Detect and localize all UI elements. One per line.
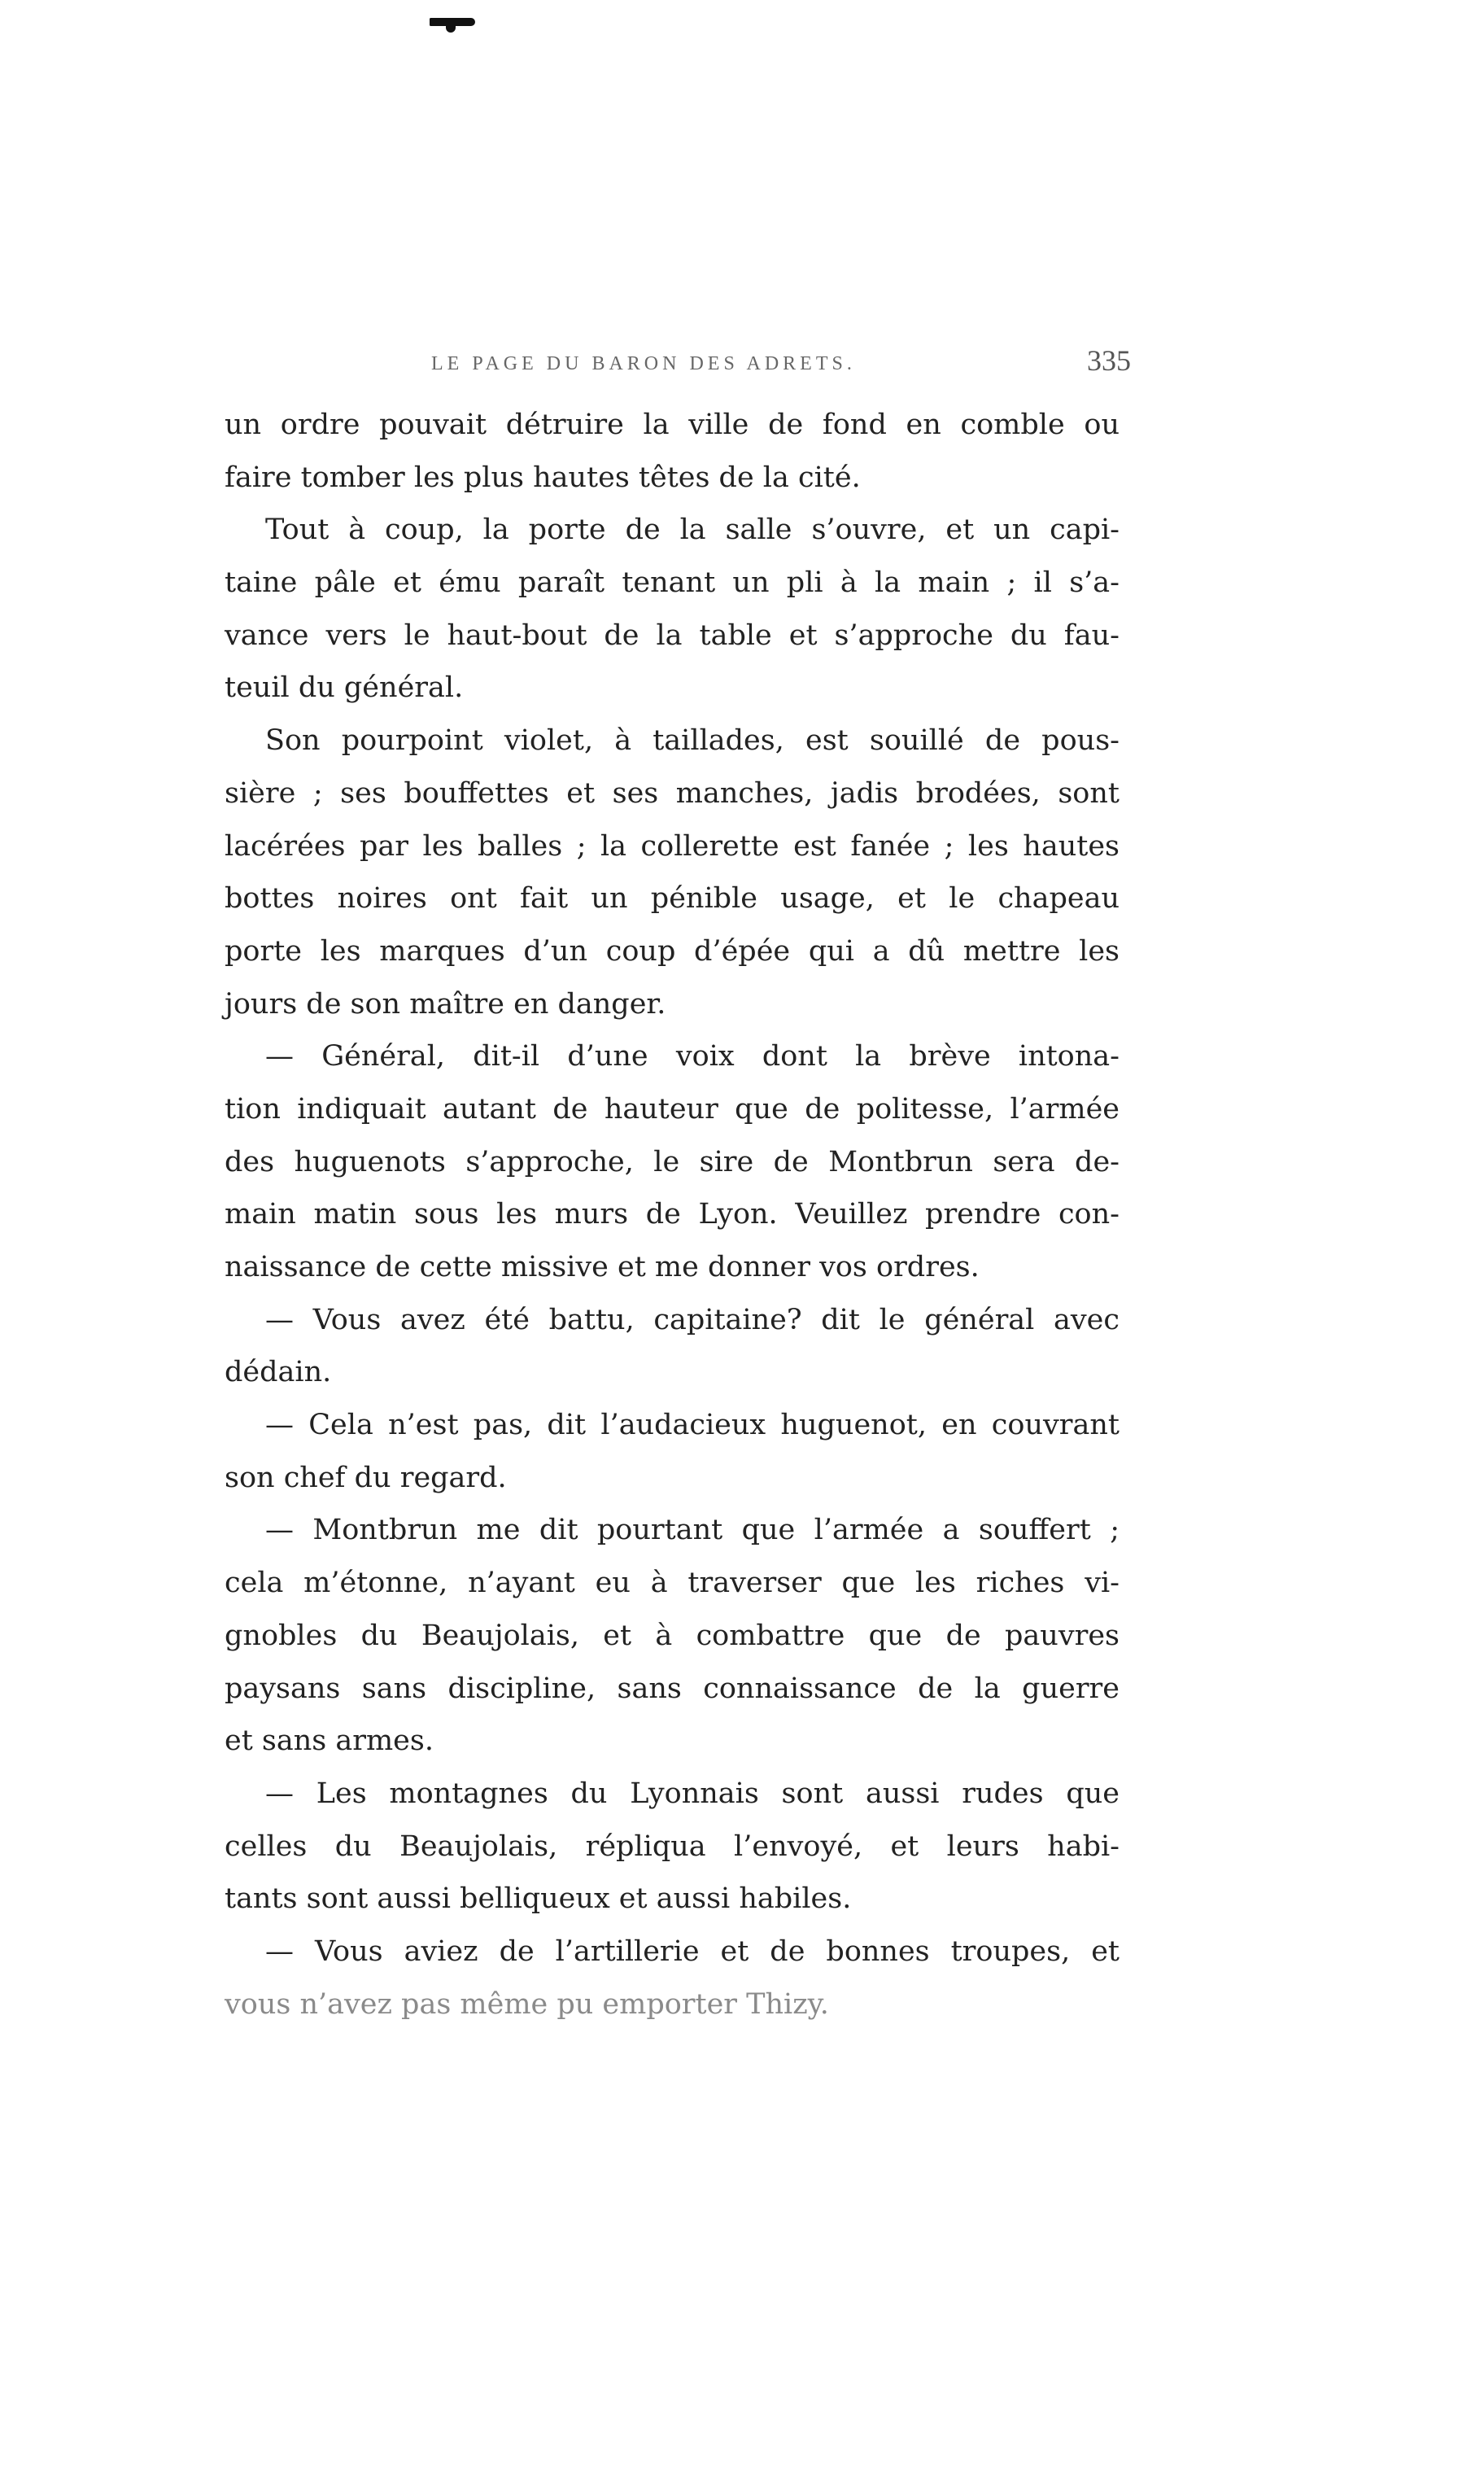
text-line: — Montbrun me dit pourtant que l’armée a souffert ; [265, 1514, 1120, 1547]
text-line: Tout à coup, la porte de la salle s’ouvre, et un capi- [265, 514, 1120, 547]
running-head-title: LE PAGE DU BARON DES ADRETS. [431, 353, 856, 374]
text-line: vous n’avez pas même pu emporter Thizy. [225, 1987, 829, 2021]
text-line: taine pâle et ému paraît tenant un pli à la main ; il s’a- [225, 566, 1120, 600]
text-line: — Les montagnes du Lyonnais sont aussi rudes que [265, 1777, 1120, 1810]
text-line: sière ; ses bouffettes et ses manches, jadis brodées, sont [225, 776, 1120, 810]
text-line: son chef du regard. [225, 1461, 507, 1494]
text-line: naissance de cette missive et me donner vos ordres. [225, 1251, 980, 1283]
text-line: lacérées par les balles ; la collerette est fanée ; les hautes [225, 829, 1120, 863]
text-line: faire tomber les plus hautes têtes de la cité. [225, 461, 861, 494]
text-line: paysans sans discipline, sans connaissance de la guerre [225, 1672, 1120, 1705]
text-line: — Vous avez été battu, capitaine? dit le général avec [265, 1303, 1120, 1336]
text-line: vance vers le haut-bout de la table et s’approche du fau- [225, 619, 1120, 652]
ink-mark [430, 18, 475, 26]
text-line: tion indiquait autant de hauteur que de politesse, l’armée [225, 1092, 1120, 1126]
text-line: celles du Beaujolais, répliqua l’envoyé, et leurs habi- [225, 1830, 1120, 1863]
page-number: 335 [1087, 344, 1131, 377]
text-line: tants sont aussi belliqueux et aussi habiles. [225, 1882, 852, 1916]
text-line: et sans armes. [225, 1725, 434, 1758]
text-line: — Vous aviez de l’artillerie et de bonnes troupes, et [265, 1934, 1120, 1968]
text-line: un ordre pouvait détruire la ville de fond en comble ou [225, 409, 1120, 441]
text-line: jours de son maître en danger. [225, 987, 666, 1021]
text-line: gnobles du Beaujolais, et à combattre que de pauvres [225, 1619, 1120, 1652]
body-text [225, 399, 1120, 2031]
running-head [423, 343, 1131, 384]
text-line: — Général, dit-il d’une voix dont la brève intona- [265, 1040, 1120, 1073]
text-line: bottes noires ont fait un pénible usage, et le chapeau [225, 882, 1120, 916]
text-line: dédain. [225, 1356, 332, 1389]
text-line: main matin sous les murs de Lyon. Veuillez prendre con- [225, 1198, 1120, 1231]
text-line: porte les marques d’un coup d’épée qui a dû mettre les [225, 934, 1120, 968]
text-line: Son pourpoint violet, à taillades, est souillé de pous- [265, 724, 1120, 758]
text-line: cela m’étonne, n’ayant eu à traverser que les riches vi- [225, 1567, 1120, 1600]
text-line: teuil du général. [225, 671, 464, 705]
text-line: — Cela n’est pas, dit l’audacieux huguenot, en couvrant [265, 1409, 1120, 1442]
text-line: des huguenots s’approche, le sire de Montbrun sera de- [225, 1145, 1120, 1178]
